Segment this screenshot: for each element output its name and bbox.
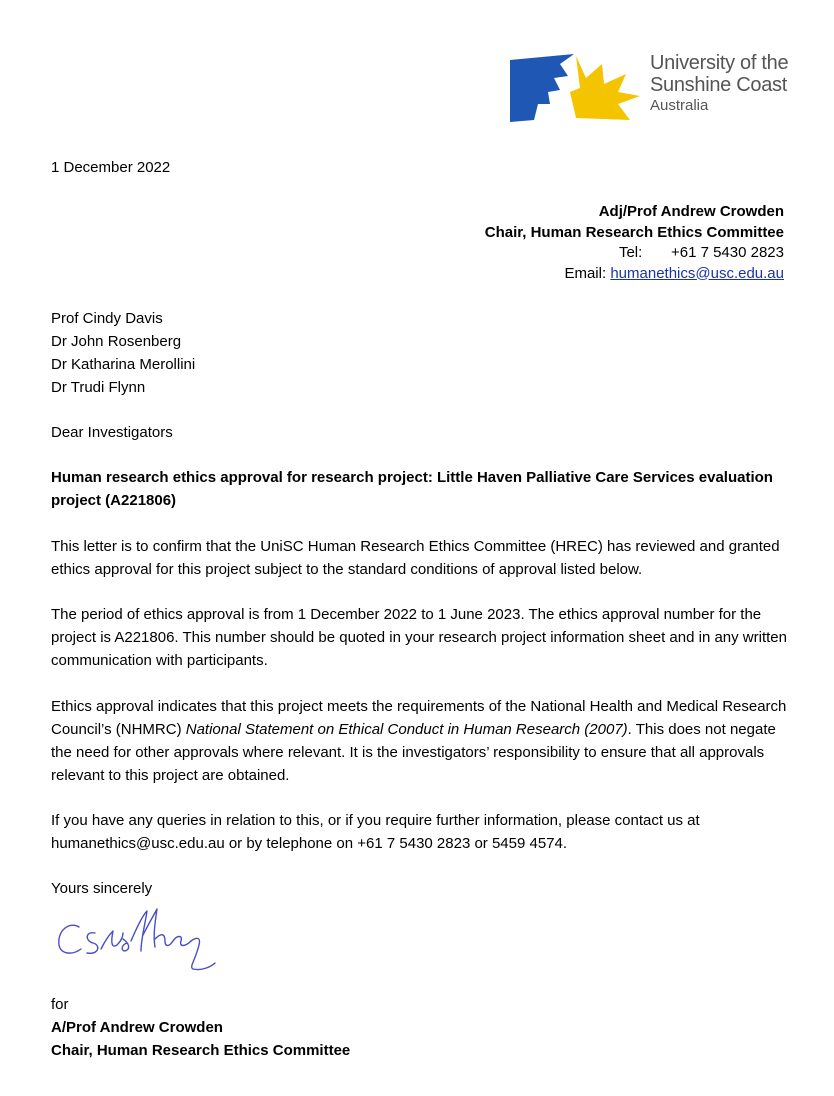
- signoff-name: A/Prof Andrew Crowden: [51, 1019, 223, 1036]
- logo-blue-sun-shape: [510, 54, 574, 122]
- signoff-for: for: [51, 996, 69, 1013]
- recipient-item: Dr Katharina Merollini: [51, 356, 196, 373]
- sender-name: Adj/Prof Andrew Crowden: [598, 203, 784, 220]
- signoff-title: Chair, Human Research Ethics Committee: [51, 1042, 351, 1059]
- paragraph-requirements: [51, 695, 789, 787]
- email-link[interactable]: humanethics@usc.edu.au: [610, 264, 784, 282]
- paragraph-approval-period: The period of ethics approval is from 1 December 2022 to 1 June 2023. The ethics approval number for the project is A221806. This number should be quoted in your research project information sheet and in any written communication with participants.: [51, 606, 787, 669]
- recipients-list: [51, 307, 195, 399]
- closing: Yours sincerely: [51, 880, 153, 897]
- requirements-text-1: Ethics approval indicates that this project meets the requirements of the National Health and Medical Research Council’s (NHMRC): [51, 698, 787, 738]
- recipient-item: Prof Cindy Davis: [51, 310, 163, 327]
- university-logo: [508, 48, 798, 126]
- letter-date: 1 December 2022: [51, 159, 171, 176]
- signature-image: [51, 905, 226, 980]
- sender-block: [485, 202, 784, 284]
- sender-title: Chair, Human Research Ethics Committee: [484, 223, 784, 241]
- paragraph-contact: If you have any queries in relation to this, or if you require further information, please contact us at humanethics@usc.edu.au or by telephone on +61 7 5430 2823 or 5459 4574.: [51, 812, 700, 852]
- signature: [51, 905, 226, 980]
- logo-wordmark: [650, 52, 788, 116]
- logo-yellow-sun-shape: [570, 56, 640, 120]
- sunshine-logo-icon: [508, 52, 640, 122]
- email-label: Email:: [564, 264, 607, 282]
- national-statement-title: National Statement on Ethical Conduct in Human Research (2007): [185, 721, 628, 738]
- salutation: Dear Investigators: [51, 424, 173, 441]
- requirements-text-2: . This does not negate the need for other approvals where relevant. It is the investigators’ responsibility to ensure that all approvals relevant to this project are obtained.: [51, 721, 776, 784]
- subject-line: Human research ethics approval for research project: Little Haven Palliative Care Services evaluation project (A221806): [51, 469, 773, 509]
- logo-line-1: University of the: [650, 52, 789, 74]
- tel-label: Tel:: [618, 244, 643, 261]
- paragraph-confirmation: This letter is to confirm that the UniSC Human Research Ethics Committee (HREC) has reviewed and granted ethics approval for this project subject to the standard conditions of approval listed below.: [51, 538, 780, 578]
- recipient-item: Dr John Rosenberg: [51, 333, 182, 350]
- logo-line-2: Sunshine Coast: [650, 74, 788, 96]
- sender-tel-row: [485, 243, 784, 264]
- tel-number: +61 7 5430 2823: [670, 244, 784, 261]
- sender-email-row: [485, 264, 784, 285]
- logo-line-3: Australia: [650, 97, 709, 114]
- recipient-item: Dr Trudi Flynn: [51, 379, 146, 396]
- signoff-block: [51, 993, 350, 1062]
